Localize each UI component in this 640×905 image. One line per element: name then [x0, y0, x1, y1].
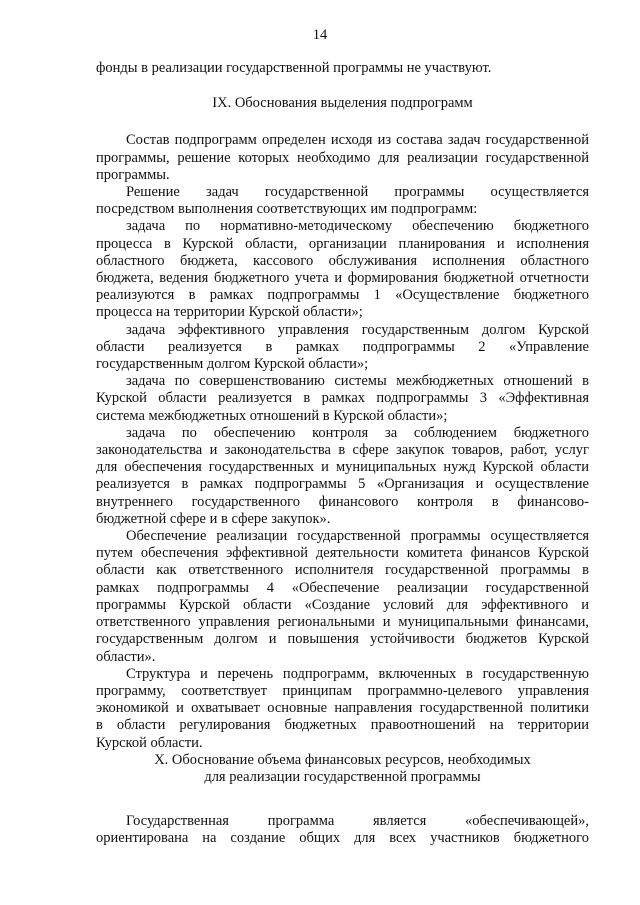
structure-paragraph	[96, 666, 589, 752]
paragraph-line: Курской области реализуется в рамках подпрограммы 3 «Эффективная	[96, 390, 589, 407]
task-3-paragraph	[96, 373, 589, 425]
document-body	[96, 60, 589, 848]
paragraph-line: государственным долгом и повышения устойчивости бюджетов Курской	[96, 631, 589, 648]
section-x-paragraph-1	[96, 813, 589, 847]
paragraph-line: областного бюджета, кассового обслуживания исполнения областного	[96, 252, 589, 269]
paragraph-line: Решение задач государственной программы осуществляется	[126, 184, 589, 201]
paragraph-line: программы, решение которых необходимо для реализации государственной	[96, 149, 589, 166]
paragraph-line: Обеспечение реализации государственной программы осуществляется	[126, 528, 589, 545]
paragraph-line: Состав подпрограмм определен исходя из состава задач государственной	[126, 132, 589, 149]
paragraph-line: государственным долгом Курской области»;	[96, 356, 369, 373]
paragraph-line: задача эффективного управления государственным долгом Курской	[126, 321, 589, 338]
task-1-paragraph	[96, 218, 589, 321]
section-ix-paragraph-1	[96, 132, 589, 184]
section-ix-paragraph-2	[96, 184, 589, 218]
paragraph-line: посредством выполнения соответствующих им подпрограмм:	[96, 201, 478, 218]
paragraph-line: в области регулирования бюджетных правоотношений на территории	[96, 717, 589, 734]
paragraph-line: области реализуется в рамках подпрограммы 2 «Управление	[96, 338, 589, 355]
paragraph-line: экономикой и охватывает основные направления государственной политики	[96, 700, 589, 717]
paragraph-line: внутреннего государственного финансового контроля в финансово-	[96, 493, 589, 510]
paragraph-line: задача по обеспечению контроля за соблюдением бюджетного	[126, 424, 589, 441]
paragraph-line: путем обеспечения эффективной деятельности комитета финансов Курской	[96, 545, 589, 562]
section-ix-heading: IX. Обоснования выделения подпрограмм	[212, 95, 473, 112]
paragraph-line: бюджетной сфере и в сфере закупок».	[96, 510, 331, 527]
paragraph-line: бюджета, ведения бюджетного учета и формирования бюджетной отчетности	[96, 270, 589, 287]
task-2-paragraph	[96, 322, 589, 374]
paragraph-line: процесса в Курской области, организации планирования и исполнения	[96, 235, 589, 252]
section-x-heading-line-2: для реализации государственной программы	[204, 768, 481, 785]
page-number: 14	[312, 27, 328, 43]
section-x-heading-line-1: X. Обоснование объема финансовых ресурсов, необходимых	[154, 751, 531, 768]
paragraph-line: программы Курской области «Создание условий для эффективного и	[96, 596, 589, 613]
paragraph-line: задача по нормативно-методическому обеспечению бюджетного	[126, 218, 589, 235]
paragraph-line: процесса на территории Курской области»;	[96, 304, 363, 321]
paragraph-line: реализуются в рамках подпрограммы 1 «Осуществление бюджетного	[96, 287, 589, 304]
support-paragraph	[96, 528, 589, 666]
paragraph-line: законодательства и законодательства в сфере закупок товаров, работ, услуг	[96, 442, 589, 459]
paragraph-line: рамках подпрограммы 4 «Обеспечение реализации государственной	[96, 579, 589, 596]
paragraph-line: ориентирована на создание общих для всех участников бюджетного	[96, 830, 589, 847]
paragraph-line: ответственного управления региональными и муниципальными финансами,	[96, 614, 589, 631]
paragraph-line: для обеспечения государственных и муниципальных нужд Курской области	[96, 459, 589, 476]
intro-line: фонды в реализации государственной программы не участвуют.	[96, 60, 492, 76]
paragraph-line: области».	[96, 648, 156, 665]
task-4-paragraph	[96, 425, 589, 528]
paragraph-line: Государственная программа является «обеспечивающей»,	[126, 813, 589, 830]
paragraph-line: области как ответственного исполнителя государственной программы в	[96, 562, 589, 579]
paragraph-line: Структура и перечень подпрограмм, включенных в государственную	[126, 665, 589, 682]
paragraph-line: Курской области.	[96, 734, 203, 751]
paragraph-line: система межбюджетных отношений в Курской области»;	[96, 407, 448, 424]
paragraph-line: программы.	[96, 166, 170, 183]
paragraph-line: реализуется в рамках подпрограммы 5 «Организация и осуществление	[96, 476, 589, 493]
paragraph-line: программу, соответствует принципам программно-целевого управления	[96, 682, 589, 699]
paragraph-line: задача по совершенствованию системы межбюджетных отношений в	[126, 373, 589, 390]
